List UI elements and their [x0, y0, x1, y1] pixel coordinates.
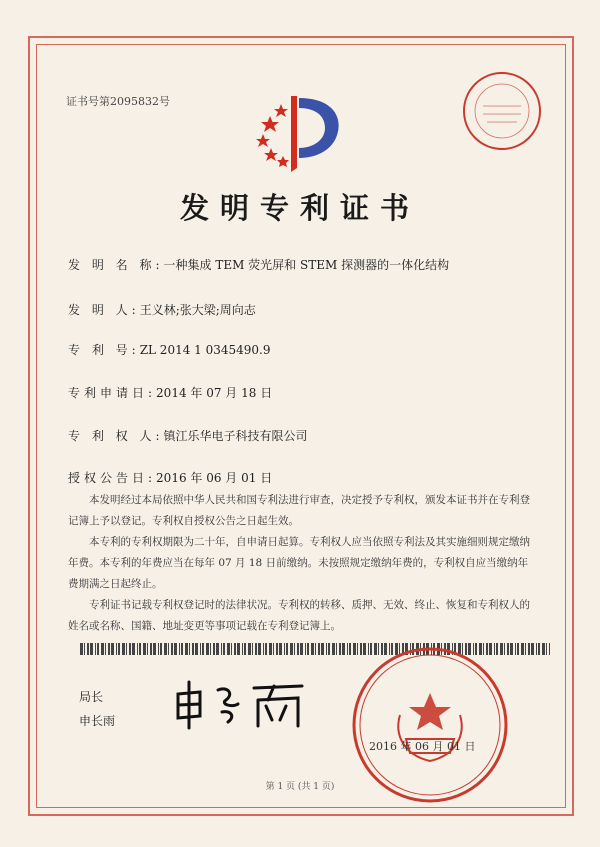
body-paragraph-1: 本发明经过本局依照中华人民共和国专利法进行审查，决定授予专利权，颁发本证书并在专利登记簿上予以登记。专利权自授权公告之日起生效。: [68, 494, 530, 527]
invention-name-row: [68, 256, 449, 273]
patentee-row: [68, 427, 308, 444]
patentee-value: 镇江乐华电子科技有限公司: [163, 429, 308, 443]
inventor-label: 发 明 人:: [68, 303, 140, 317]
director-label: 局长: [79, 690, 104, 704]
inventor-row: [68, 301, 256, 318]
certificate-number: 证书号第2095832号: [66, 95, 170, 108]
patent-number-value: ZL 2014 1 0345490.9: [139, 343, 271, 357]
grant-date-value: 2016 年 06 月 01 日: [156, 471, 273, 485]
patent-office-emblem-icon: [253, 88, 349, 176]
filing-date-label: 专利申请日:: [68, 386, 157, 400]
filing-date-row: [68, 384, 272, 401]
certificate-body: [68, 490, 533, 637]
invention-name-label: 发 明 名 称:: [68, 258, 164, 272]
agency-seal-stamp: [461, 70, 543, 152]
body-paragraph-3: 专利证书记载专利权登记时的法律状况。专利权的转移、质押、无效、终止、恢复和专利权人的姓名或名称、国籍、地址变更等事项记载在专利登记簿上。: [68, 599, 530, 632]
director-signature: [170, 676, 310, 731]
grant-date-row: [68, 469, 272, 486]
body-paragraph-2: 本专利的专利权期限为二十年，自申请日起算。专利权人应当依照专利法及其实施细则规定缴纳年费。本专利的年费应当在每年 07 月 18 日前缴纳。未按照规定缴纳年费的，专利权自应当缴纳年费期满之日起终止。: [68, 536, 530, 590]
inventor-value: 王义林;张大梁;周向志: [139, 303, 256, 317]
patentee-label: 专 利 权 人:: [68, 429, 164, 443]
invention-name-value: 一种集成 TEM 荧光屏和 STEM 探测器的一体化结构: [163, 258, 450, 272]
patent-number-label: 专 利 号:: [68, 343, 140, 357]
filing-date-value: 2014 年 07 月 18 日: [156, 386, 273, 400]
page-number: 第 1 页 (共 1 页): [265, 782, 335, 792]
patent-number-row: [68, 341, 271, 358]
grant-date-label: 授权公告日:: [68, 471, 157, 485]
certificate-title: 发明专利证书: [179, 191, 420, 225]
seal-date: 2016 年 06 月 01 日: [369, 740, 476, 753]
director-name: 申长雨: [79, 714, 116, 728]
